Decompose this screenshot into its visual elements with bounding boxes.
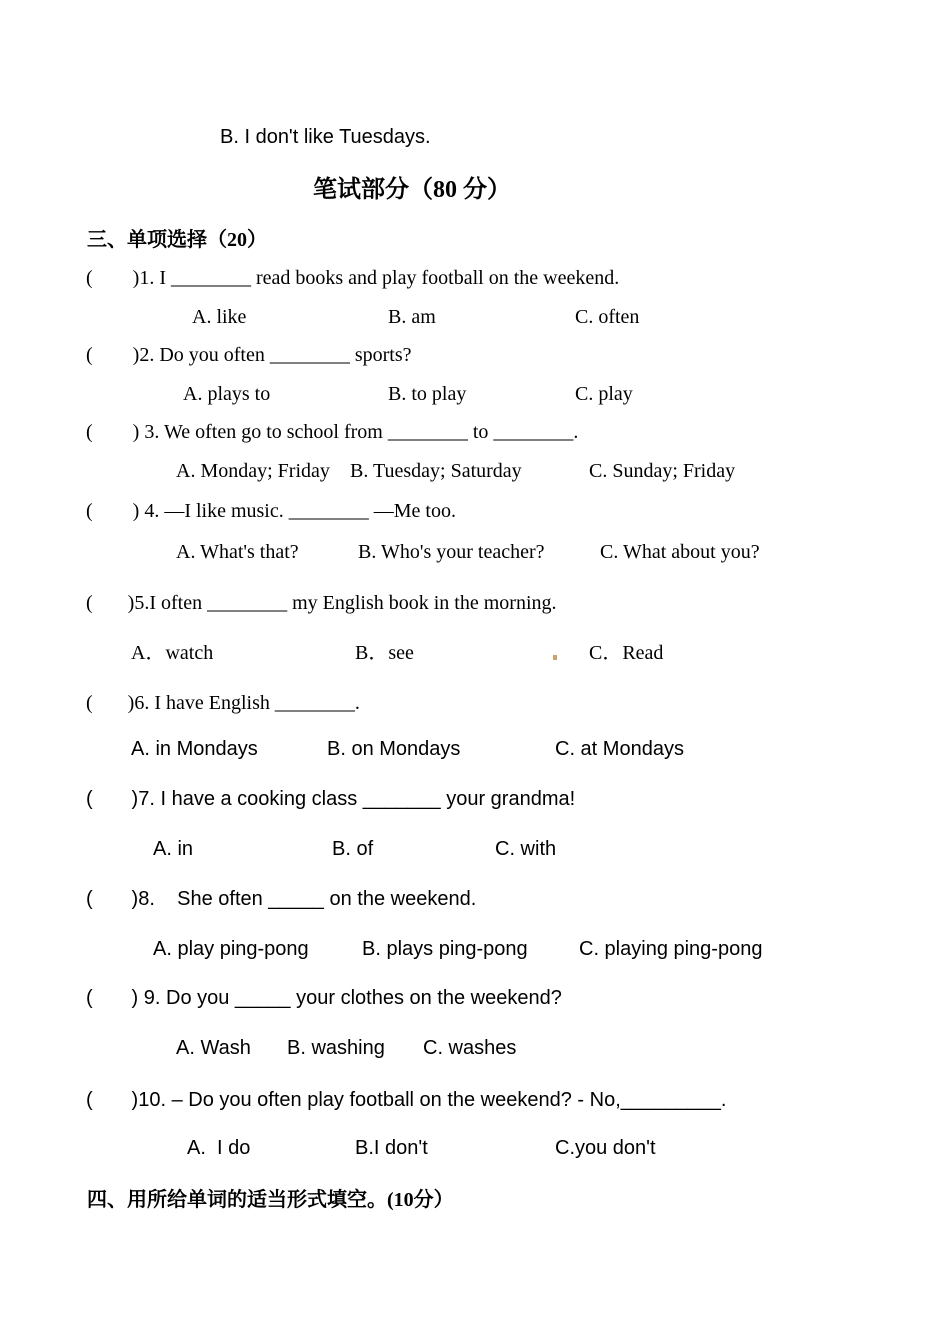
- question-1: ( )1. I ________ read books and play football on the weekend.: [86, 267, 620, 289]
- question-9: ( ) 9. Do you _____ your clothes on the weekend?: [86, 987, 562, 1009]
- question-7: ( )7. I have a cooking class _______ your grandma!: [86, 788, 576, 810]
- q5-option-b: B．see: [355, 642, 414, 664]
- q7-option-b: B. of: [332, 838, 374, 860]
- q5-option-c: C．Read: [589, 642, 664, 664]
- q3-option-a: A. Monday; Friday: [176, 460, 330, 482]
- question-8: ( )8. She often _____ on the weekend.: [86, 888, 477, 910]
- stray-mark: [553, 655, 557, 660]
- q7-option-c: C. with: [495, 838, 557, 860]
- q10-option-a: A. I do: [187, 1137, 251, 1159]
- question-6: ( )6. I have English ________.: [86, 692, 360, 714]
- q6-option-b: B. on Mondays: [327, 738, 461, 760]
- q8-option-a: A. play ping-pong: [153, 938, 309, 960]
- q2-option-c: C. play: [575, 383, 633, 405]
- q6-option-a: A. in Mondays: [131, 738, 258, 760]
- q8-option-c: C. playing ping-pong: [579, 938, 763, 960]
- q4-option-a: A. What's that?: [176, 541, 299, 563]
- q2-option-a: A. plays to: [183, 383, 271, 405]
- q8-option-b: B. plays ping-pong: [362, 938, 528, 960]
- q10-option-c: C.you don't: [555, 1137, 656, 1159]
- q7-option-a: A. in: [153, 838, 194, 860]
- written-part-title: 笔试部分（80 分）: [313, 177, 511, 203]
- q6-option-c: C. at Mondays: [555, 738, 684, 760]
- q2-option-b: B. to play: [388, 383, 467, 405]
- section3-title: 三、单项选择（20）: [87, 229, 267, 251]
- q4-option-c: C. What about you?: [600, 541, 760, 563]
- q1-option-c: C. often: [575, 306, 640, 328]
- top-option: B. I don't like Tuesdays.: [220, 126, 431, 148]
- q4-option-b: B. Who's your teacher?: [358, 541, 545, 563]
- question-4: ( ) 4. —I like music. ________ —Me too.: [86, 500, 456, 522]
- section4-title: 四、用所给单词的适当形式填空。(10分）: [87, 1189, 454, 1211]
- q1-option-a: A. like: [192, 306, 247, 328]
- q3-option-b: B. Tuesday; Saturday: [350, 460, 522, 482]
- q9-option-a: A. Wash: [176, 1037, 251, 1059]
- q9-option-c: C. washes: [423, 1037, 517, 1059]
- question-3: ( ) 3. We often go to school from ________ to ________.: [86, 421, 579, 443]
- question-5: ( )5.I often ________ my English book in the morning.: [86, 592, 557, 614]
- q10-option-b: B.I don't: [355, 1137, 428, 1159]
- q9-option-b: B. washing: [287, 1037, 385, 1059]
- q1-option-b: B. am: [388, 306, 436, 328]
- question-10: ( )10. – Do you often play football on the weekend? - No,_________.: [86, 1089, 727, 1111]
- q3-option-c: C. Sunday; Friday: [589, 460, 736, 482]
- q5-option-a: A．watch: [131, 642, 214, 664]
- question-2: ( )2. Do you often ________ sports?: [86, 344, 412, 366]
